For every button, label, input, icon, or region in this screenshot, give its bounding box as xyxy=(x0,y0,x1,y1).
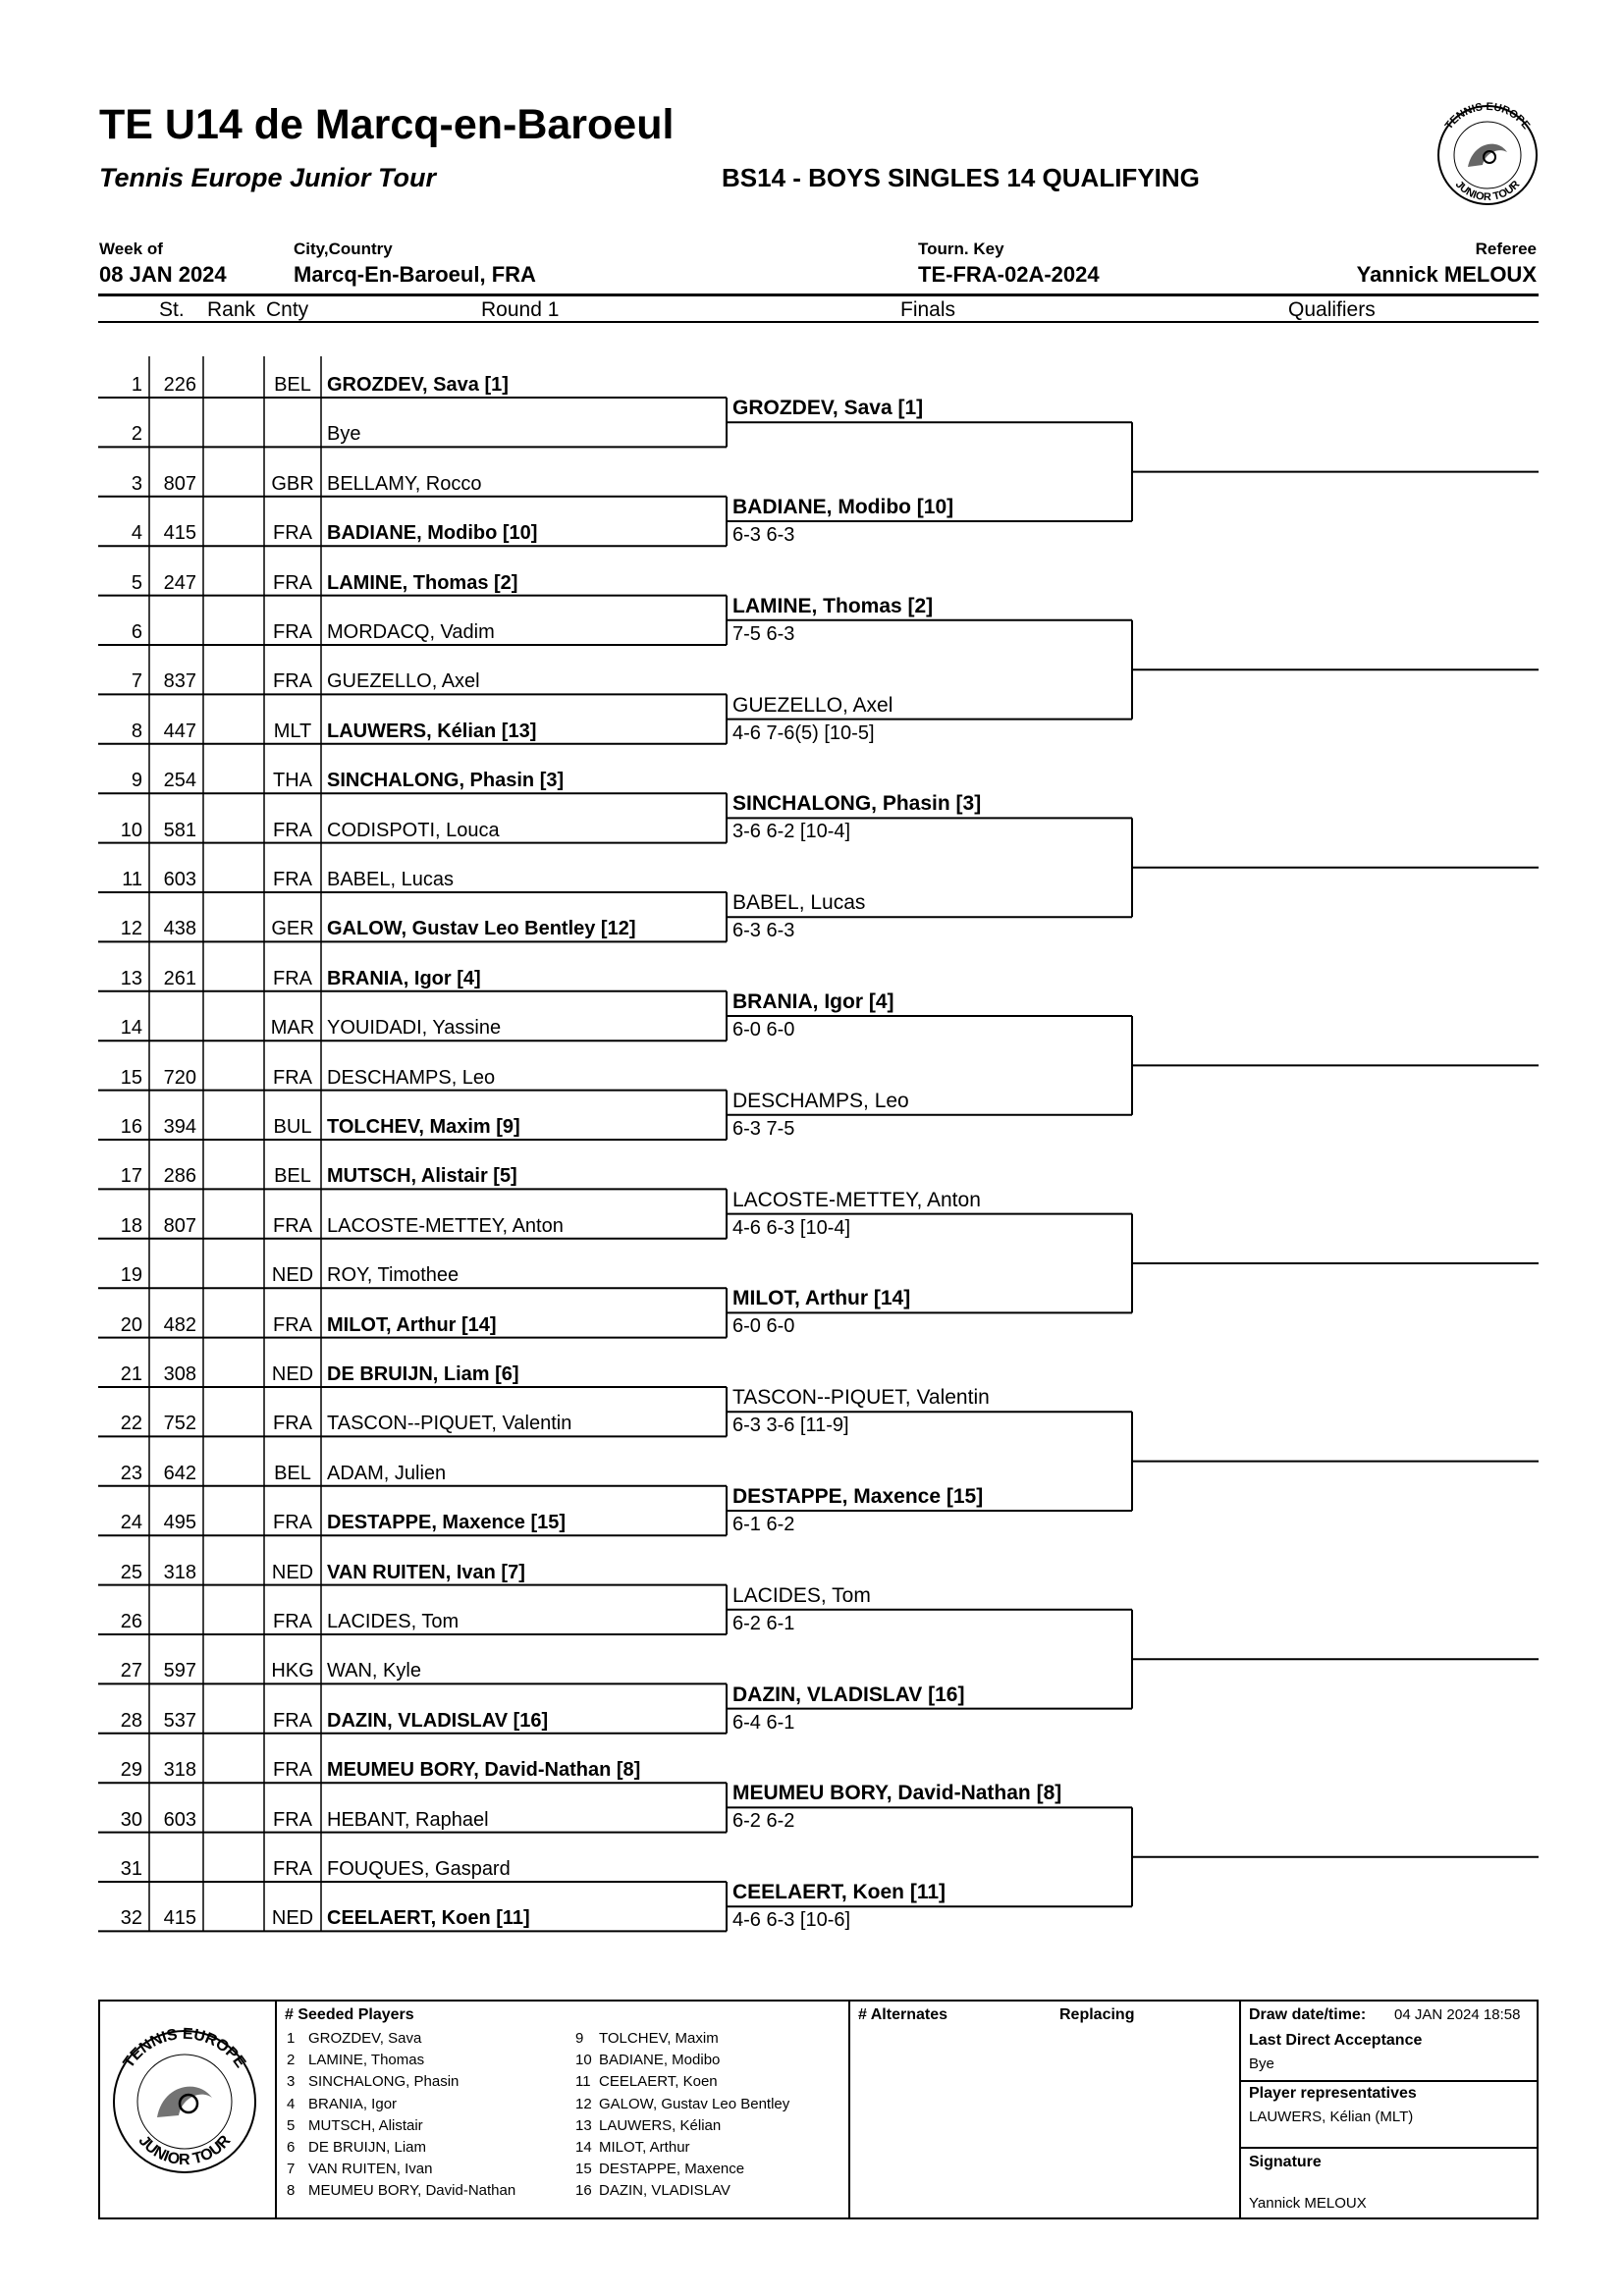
player-name: BABEL, Lucas xyxy=(327,869,454,890)
seed-player: SINCHALONG, Phasin xyxy=(308,2073,460,2091)
player-name: FOUQUES, Gaspard xyxy=(327,1858,511,1880)
seed-player: DAZIN, VLADISLAV xyxy=(599,2182,730,2200)
player-country: FRA xyxy=(273,1214,312,1237)
player-rank: 597 xyxy=(163,1660,196,1682)
match-winner: DESCHAMPS, Leo xyxy=(732,1089,909,1112)
tennis-europe-logo-footer xyxy=(106,2023,263,2180)
player-rank: 286 xyxy=(163,1165,196,1188)
player-name: SINCHALONG, Phasin [3] xyxy=(327,770,565,792)
player-name: GALOW, Gustav Leo Bentley [12] xyxy=(327,918,636,940)
lda-value: Bye xyxy=(1249,2056,1274,2072)
player-name: ROY, Timothee xyxy=(327,1264,460,1287)
draw-date-value: 04 JAN 2024 18:58 xyxy=(1394,2006,1521,2023)
replacing-title: Replacing xyxy=(1059,2006,1135,2023)
player-rank: 807 xyxy=(163,472,196,495)
match-winner: CEELAERT, Koen [11] xyxy=(732,1881,947,1904)
player-country: FRA xyxy=(273,1759,312,1782)
player-rank: 752 xyxy=(163,1413,196,1435)
player-country: FRA xyxy=(273,571,312,594)
seed-player: GROZDEV, Sava xyxy=(308,2030,422,2047)
player-country: MLT xyxy=(273,720,312,742)
seed-number: 4 xyxy=(287,2095,296,2112)
player-name: WAN, Kyle xyxy=(327,1660,421,1682)
player-name: BADIANE, Modibo [10] xyxy=(327,522,538,545)
draw-position: 13 xyxy=(120,967,142,989)
col-finals: Finals xyxy=(900,298,956,321)
footer-divider-1 xyxy=(275,2002,277,2217)
week-label: Week of xyxy=(99,240,163,258)
seed-player: VAN RUITEN, Ivan xyxy=(308,2161,433,2178)
city-label: City,Country xyxy=(294,240,393,258)
player-country: FRA xyxy=(273,1611,312,1632)
event-name: BS14 - BOYS SINGLES 14 QUALIFYING xyxy=(722,163,1200,192)
col-cnty: Cnty xyxy=(266,298,309,321)
signature-label: Signature xyxy=(1249,2154,1322,2170)
player-name: CODISPOTI, Louca xyxy=(327,819,500,841)
player-name: LACOSTE-METTEY, Anton xyxy=(327,1214,564,1237)
seed-number: 1 xyxy=(287,2030,296,2047)
player-name: MUTSCH, Alistair [5] xyxy=(327,1165,517,1188)
draw-date-label: Draw date/time: xyxy=(1249,2006,1367,2023)
match-score: 6-4 6-1 xyxy=(732,1711,795,1734)
player-country: FRA xyxy=(273,1858,312,1880)
draw-position: 11 xyxy=(122,869,142,890)
player-name: GROZDEV, Sava [1] xyxy=(327,374,509,396)
week-value: 08 JAN 2024 xyxy=(99,262,227,287)
seed-player: CEELAERT, Koen xyxy=(599,2073,718,2091)
seed-number: 7 xyxy=(287,2161,296,2178)
draw-position: 17 xyxy=(120,1165,142,1188)
player-country: FRA xyxy=(273,522,312,545)
player-rank: 837 xyxy=(163,670,196,693)
match-score: 4-6 6-3 [10-6] xyxy=(732,1909,851,1932)
draw-position: 31 xyxy=(120,1858,142,1880)
player-country: FRA xyxy=(273,819,312,841)
player-name: MILOT, Arthur [14] xyxy=(327,1313,497,1336)
referee-label: Referee xyxy=(1475,240,1537,258)
seed-player: BADIANE, Modibo xyxy=(599,2052,721,2069)
player-rank: 394 xyxy=(163,1116,196,1138)
col-st: St. xyxy=(159,298,185,321)
match-score: 6-3 6-3 xyxy=(732,524,795,546)
match-winner: GROZDEV, Sava [1] xyxy=(732,397,924,420)
referee-value: Yannick MELOUX xyxy=(1356,262,1537,287)
player-name: LACIDES, Tom xyxy=(327,1611,460,1632)
player-country: BUL xyxy=(273,1116,312,1138)
match-winner: LACOSTE-METTEY, Anton xyxy=(732,1188,981,1211)
draw-position: 24 xyxy=(120,1512,142,1534)
svg-text:TENNIS EUROPE: TENNIS EUROPE xyxy=(1442,100,1533,133)
draw-position: 26 xyxy=(120,1611,142,1632)
footer-panel xyxy=(98,2000,1539,2219)
player-country: FRA xyxy=(273,1709,312,1732)
draw-position: 3 xyxy=(131,472,142,495)
seed-player: MILOT, Arthur xyxy=(599,2139,690,2156)
draw-position: 7 xyxy=(131,670,142,693)
match-score: 6-3 3-6 [11-9] xyxy=(732,1415,849,1437)
player-country: BEL xyxy=(274,1462,311,1484)
seed-number: 15 xyxy=(575,2161,592,2178)
player-rank: 247 xyxy=(163,571,196,594)
seed-number: 3 xyxy=(287,2073,296,2091)
seed-number: 16 xyxy=(575,2182,592,2200)
player-rank: 415 xyxy=(163,522,196,545)
match-winner: MILOT, Arthur [14] xyxy=(732,1287,911,1310)
player-rank: 720 xyxy=(163,1066,196,1089)
player-rank: 254 xyxy=(163,770,196,792)
player-country: NED xyxy=(271,1561,314,1583)
draw-position: 27 xyxy=(120,1660,142,1682)
seed-player: LAUWERS, Kélian xyxy=(599,2116,722,2134)
player-country: FRA xyxy=(273,1512,312,1534)
match-winner: TASCON--PIQUET, Valentin xyxy=(732,1386,990,1410)
player-name: BELLAMY, Rocco xyxy=(327,472,482,495)
seed-number: 10 xyxy=(575,2052,592,2069)
player-name: DE BRUIJN, Liam [6] xyxy=(327,1363,519,1385)
player-country: FRA xyxy=(273,1413,312,1435)
player-rank: 447 xyxy=(163,720,196,742)
seed-number: 8 xyxy=(287,2182,296,2200)
player-country: NED xyxy=(271,1907,314,1930)
match-score: 6-2 6-2 xyxy=(732,1810,795,1833)
player-name: MORDACQ, Vadim xyxy=(327,621,495,643)
draw-position: 28 xyxy=(120,1709,142,1732)
seed-player: MEUMEU BORY, David-Nathan xyxy=(308,2182,516,2200)
player-name: DESCHAMPS, Leo xyxy=(327,1066,496,1089)
player-name: TOLCHEV, Maxim [9] xyxy=(327,1116,520,1138)
player-country: THA xyxy=(273,770,312,792)
draw-position: 2 xyxy=(131,423,142,446)
match-score: 6-0 6-0 xyxy=(732,1019,795,1041)
tourn-key-label: Tourn. Key xyxy=(918,240,1004,258)
player-name: LAUWERS, Kélian [13] xyxy=(327,720,537,742)
match-winner: BRANIA, Igor [4] xyxy=(732,990,894,1013)
player-country: BEL xyxy=(274,1165,311,1188)
player-country: MAR xyxy=(270,1017,315,1040)
player-name: VAN RUITEN, Ivan [7] xyxy=(327,1561,525,1583)
match-score: 6-3 6-3 xyxy=(732,920,795,942)
player-name: DAZIN, VLADISLAV [16] xyxy=(327,1709,549,1732)
player-country: GER xyxy=(271,918,314,940)
player-rank: 226 xyxy=(163,374,196,396)
player-rank: 438 xyxy=(163,918,196,940)
col-qualifiers: Qualifiers xyxy=(1288,298,1376,321)
match-winner: DAZIN, VLADISLAV [16] xyxy=(732,1682,965,1706)
match-winner: MEUMEU BORY, David-Nathan [8] xyxy=(732,1782,1062,1805)
player-rank: 581 xyxy=(163,819,196,841)
seeded-title: # Seeded Players xyxy=(285,2006,414,2023)
seed-number: 12 xyxy=(575,2095,592,2112)
player-rank: 603 xyxy=(163,1808,196,1831)
match-winner: GUEZELLO, Axel xyxy=(732,693,893,717)
player-name: ADAM, Julien xyxy=(327,1462,447,1484)
reps-label: Player representatives xyxy=(1249,2085,1417,2102)
city-value: Marcq-En-Baroeul, FRA xyxy=(294,262,536,287)
match-winner: BADIANE, Modibo [10] xyxy=(732,496,954,518)
signature-value: Yannick MELOUX xyxy=(1249,2195,1367,2212)
draw-position: 15 xyxy=(120,1066,142,1089)
col-round1: Round 1 xyxy=(481,298,560,321)
draw-position: 25 xyxy=(120,1561,142,1583)
seed-number: 11 xyxy=(575,2073,591,2091)
match-winner: LAMINE, Thomas [2] xyxy=(732,594,934,617)
seed-number: 6 xyxy=(287,2139,296,2156)
match-score: 6-1 6-2 xyxy=(732,1514,795,1535)
seed-player: DE BRUIJN, Liam xyxy=(308,2139,427,2156)
player-rank: 318 xyxy=(163,1759,196,1782)
draw-position: 6 xyxy=(131,621,142,643)
seed-number: 5 xyxy=(287,2116,296,2134)
player-country: FRA xyxy=(273,967,312,989)
seed-number: 13 xyxy=(575,2116,592,2134)
draw-position: 30 xyxy=(120,1808,142,1831)
tourn-key-value: TE-FRA-02A-2024 xyxy=(918,262,1100,287)
seed-player: LAMINE, Thomas xyxy=(308,2052,425,2069)
match-score: 6-3 7-5 xyxy=(732,1117,795,1140)
seed-player: MUTSCH, Alistair xyxy=(308,2116,423,2134)
player-rank: 603 xyxy=(163,869,196,890)
player-rank: 537 xyxy=(163,1709,196,1732)
draw-position: 22 xyxy=(120,1413,142,1435)
svg-text:JUNIOR TOUR: JUNIOR TOUR xyxy=(1452,178,1523,204)
draw-position: 19 xyxy=(120,1264,142,1287)
seed-player: DESTAPPE, Maxence xyxy=(599,2161,745,2178)
player-rank: 642 xyxy=(163,1462,196,1484)
player-country: FRA xyxy=(273,869,312,890)
player-country: BEL xyxy=(274,374,311,396)
player-country: FRA xyxy=(273,670,312,693)
seed-number: 9 xyxy=(575,2030,584,2047)
draw-position: 14 xyxy=(120,1017,142,1040)
draw-position: 1 xyxy=(131,374,142,396)
player-rank: 807 xyxy=(163,1214,196,1237)
match-score: 4-6 6-3 [10-4] xyxy=(732,1216,851,1239)
player-rank: 482 xyxy=(163,1313,196,1336)
tour-subtitle: Tennis Europe Junior Tour xyxy=(99,163,437,192)
svg-text:JUNIOR TOUR: JUNIOR TOUR xyxy=(135,2132,235,2169)
draw-position: 23 xyxy=(120,1462,142,1484)
seed-player: TOLCHEV, Maxim xyxy=(599,2030,719,2047)
seed-player: BRANIA, Igor xyxy=(308,2095,398,2112)
player-name: CEELAERT, Koen [11] xyxy=(327,1907,530,1930)
player-rank: 415 xyxy=(163,1907,196,1930)
col-rank: Rank xyxy=(207,298,256,321)
player-name: TASCON--PIQUET, Valentin xyxy=(327,1413,572,1435)
footer-divider-2 xyxy=(848,2002,850,2217)
draw-position: 12 xyxy=(120,918,142,940)
player-country: FRA xyxy=(273,621,312,643)
draw-position: 29 xyxy=(120,1759,142,1782)
draw-position: 32 xyxy=(120,1907,142,1930)
draw-position: 10 xyxy=(120,819,142,841)
player-name: DESTAPPE, Maxence [15] xyxy=(327,1512,567,1534)
draw-position: 8 xyxy=(131,720,142,742)
player-name: GUEZELLO, Axel xyxy=(327,670,480,693)
player-name: HEBANT, Raphael xyxy=(327,1808,489,1831)
player-rank: 495 xyxy=(163,1512,196,1534)
player-rank: 261 xyxy=(163,967,196,989)
player-country: HKG xyxy=(271,1660,314,1682)
svg-text:TENNIS EUROPE: TENNIS EUROPE xyxy=(120,2025,249,2071)
match-winner: BABEL, Lucas xyxy=(732,891,866,915)
footer-hrule-2 xyxy=(1241,2147,1537,2149)
player-name: MEUMEU BORY, David-Nathan [8] xyxy=(327,1759,641,1782)
match-score: 6-2 6-1 xyxy=(732,1612,795,1634)
draw-position: 20 xyxy=(120,1313,142,1336)
reps-value: LAUWERS, Kélian (MLT) xyxy=(1249,2109,1414,2125)
match-score: 7-5 6-3 xyxy=(732,622,795,645)
player-country: NED xyxy=(271,1264,314,1287)
match-score: 4-6 7-6(5) [10-5] xyxy=(732,721,875,744)
match-winner: LACIDES, Tom xyxy=(732,1583,871,1607)
match-score: 6-0 6-0 xyxy=(732,1315,795,1338)
player-name: BRANIA, Igor [4] xyxy=(327,967,481,989)
match-winner: SINCHALONG, Phasin [3] xyxy=(732,792,982,816)
player-name: YOUIDADI, Yassine xyxy=(327,1017,502,1040)
player-rank: 318 xyxy=(163,1561,196,1583)
draw-position: 5 xyxy=(131,571,142,594)
seed-player: GALOW, Gustav Leo Bentley xyxy=(599,2095,790,2112)
player-country: GBR xyxy=(271,472,314,495)
match-score: 3-6 6-2 [10-4] xyxy=(732,821,851,843)
match-winner: DESTAPPE, Maxence [15] xyxy=(732,1485,984,1508)
seed-number: 2 xyxy=(287,2052,296,2069)
tournament-title: TE U14 de Marcq-en-Baroeul xyxy=(99,101,675,148)
alternates-title: # Alternates xyxy=(858,2006,947,2023)
player-country: NED xyxy=(271,1363,314,1385)
player-country: FRA xyxy=(273,1066,312,1089)
draw-position: 16 xyxy=(120,1116,142,1138)
player-country: FRA xyxy=(273,1313,312,1336)
seed-number: 14 xyxy=(575,2139,592,2156)
footer-divider-3 xyxy=(1239,2002,1241,2217)
player-country: FRA xyxy=(273,1808,312,1831)
draw-position: 21 xyxy=(120,1363,142,1385)
player-name: Bye xyxy=(327,423,361,446)
player-name: LAMINE, Thomas [2] xyxy=(327,571,518,594)
player-rank: 308 xyxy=(163,1363,196,1385)
draw-position: 18 xyxy=(120,1214,142,1237)
draw-position: 4 xyxy=(131,522,142,545)
draw-position: 9 xyxy=(131,770,142,792)
lda-label: Last Direct Acceptance xyxy=(1249,2032,1423,2049)
